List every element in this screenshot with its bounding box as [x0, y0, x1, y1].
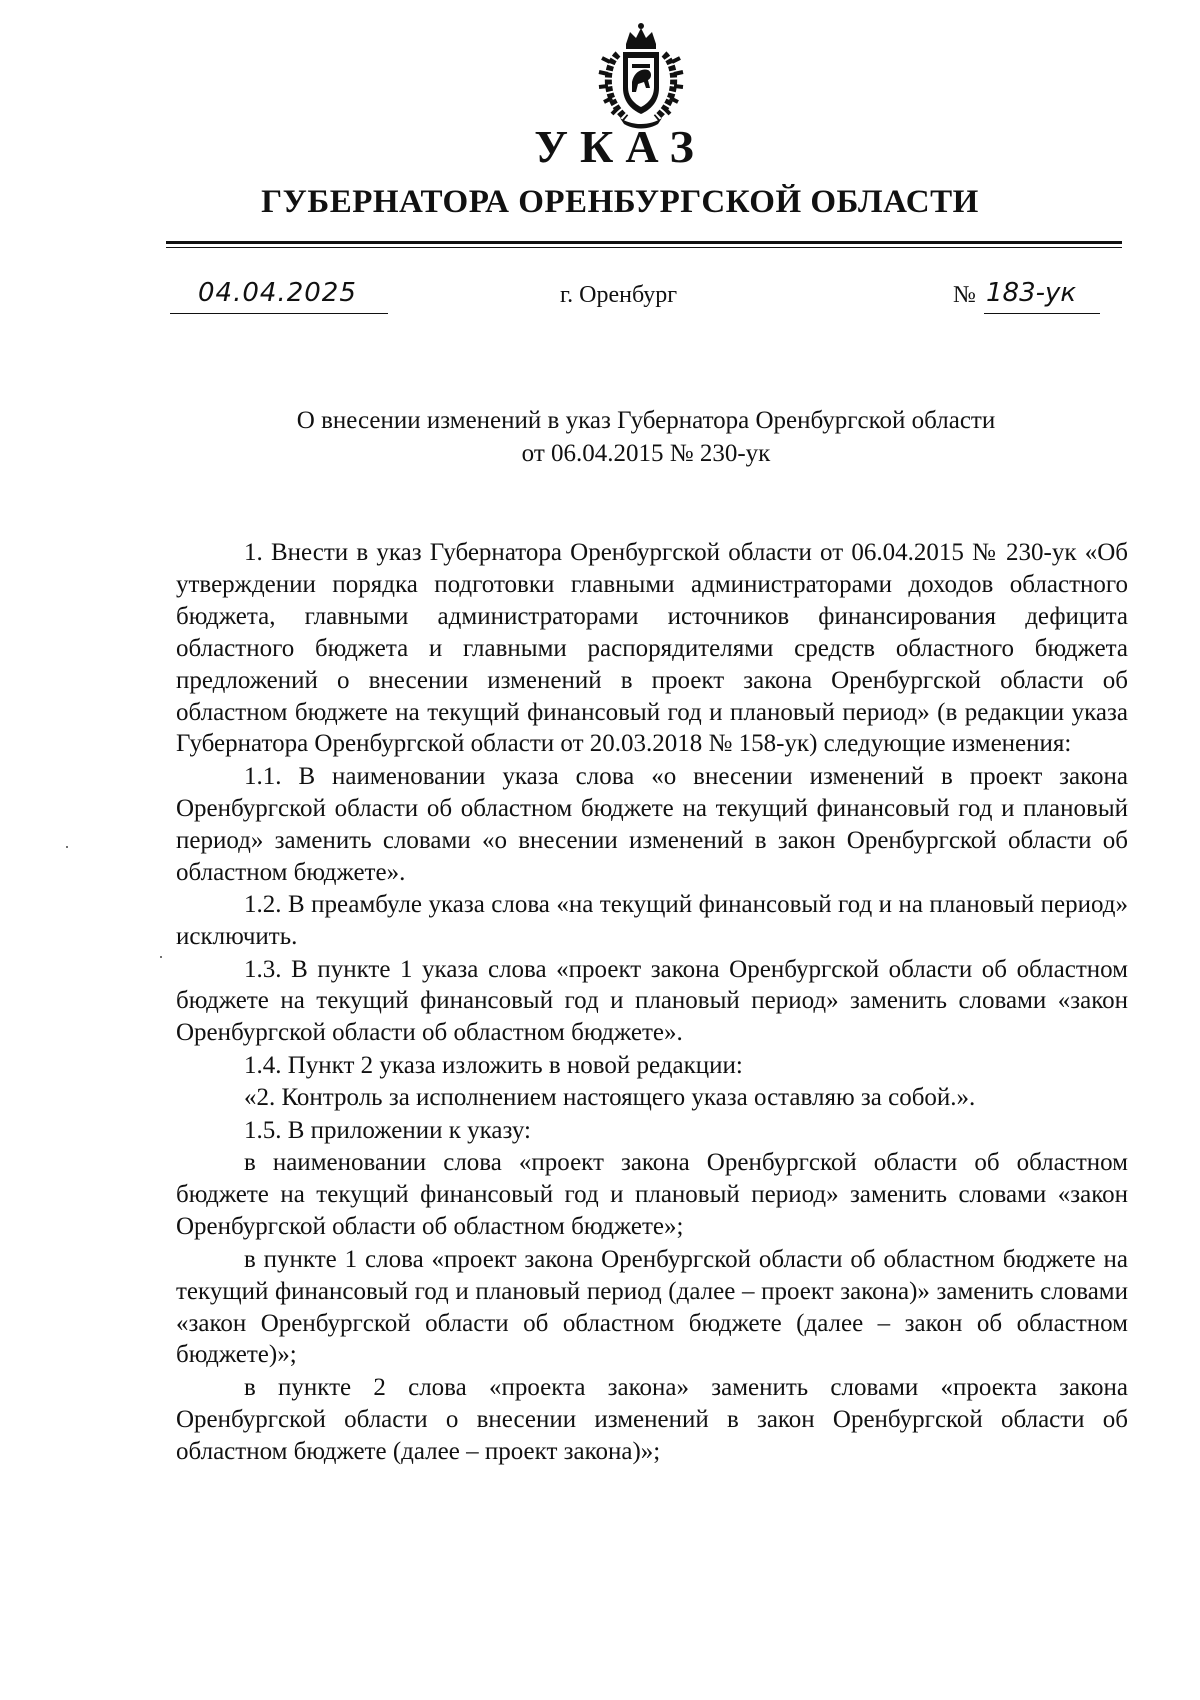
paragraph-1-5-c: в пункте 2 слова «проекта закона» заменить словами «проекта закона Оренбургской области о внесении изменений в закон Оренбургской области об областном бюджете (далее – проект закона)»; [176, 1373, 1128, 1465]
document-number: 183-ук [986, 278, 1077, 308]
document-heading [166, 404, 1126, 470]
header-divider-thick [166, 241, 1122, 244]
paragraph-1-4-text: «2. Контроль за исполнением настоящего указа оставляю за собой.». [244, 1084, 976, 1112]
document-body [176, 537, 1128, 1468]
scan-speck [160, 956, 162, 958]
document-date: 04.04.2025 [198, 278, 357, 308]
paragraph-1-4: 1.4. Пункт 2 указа изложить в новой редакции: [244, 1051, 743, 1079]
paragraph-1-2: 1.2. В преамбуле указа слова «на текущий финансовый год и на плановый период» исключить. [176, 891, 1128, 951]
scan-speck [66, 846, 68, 848]
paragraph-1-5-b: в пункте 1 слова «проект закона Оренбургской области об областном бюджете на текущий финансовый год и плановый период (далее – проект закона)» заменить словами «закон Оренбургской области об областном бюджете (далее – закон об областном бюджете)»; [176, 1245, 1128, 1369]
document-type-title: УКАЗ [534, 121, 706, 172]
heading-line-2: от 06.04.2015 № 230-ук [521, 440, 771, 467]
paragraph-1-1: 1.1. В наименовании указа слова «о внесении изменений в проект закона Оренбургской области об областном бюджете на текущий финансовый год и плановый период» заменить словами «о внесении изменений в закон Оренбургской области об областном бюджете». [176, 762, 1128, 886]
heading-line-1: О внесении изменений в указ Губернатора Оренбургской области [296, 407, 996, 434]
paragraph-1: 1. Внести в указ Губернатора Оренбургской области от 06.04.2015 № 230-ук «Об утверждении порядка подготовки главными администраторами доходов областного бюджета, главными администраторами источников финансирования дефицита областного бюджета и главными распорядителями средств областного бюджета предложений о внесении изменений в проект закона Оренбургской области об областном бюджете на текущий финансовый год и плановый период» (в редакции указа Губернатора Оренбургской области от 20.03.2018 № 158-ук) следующие изменения: [176, 539, 1128, 758]
paragraph-1-5-a: в наименовании слова «проект закона Оренбургской области об областном бюджете на текущий финансовый год и плановый период» заменить словами «закон Оренбургской области об областном бюджете»; [176, 1149, 1128, 1241]
header-divider-thin [166, 247, 1122, 248]
date-underline [170, 313, 388, 314]
number-underline [984, 313, 1100, 314]
coat-of-arms-icon [596, 22, 686, 130]
document-city: г. Оренбург [560, 282, 678, 308]
paragraph-1-5: 1.5. В приложении к указу: [244, 1116, 531, 1144]
issuer-subtitle: ГУБЕРНАТОРА ОРЕНБУРГСКОЙ ОБЛАСТИ [261, 184, 979, 220]
number-label: № [953, 282, 976, 308]
paragraph-1-3: 1.3. В пункте 1 указа слова «проект закона Оренбургской области об областном бюджете на текущий финансовый год и плановый период» заменить словами «закон Оренбургской области об областном бюджете». [176, 955, 1128, 1047]
